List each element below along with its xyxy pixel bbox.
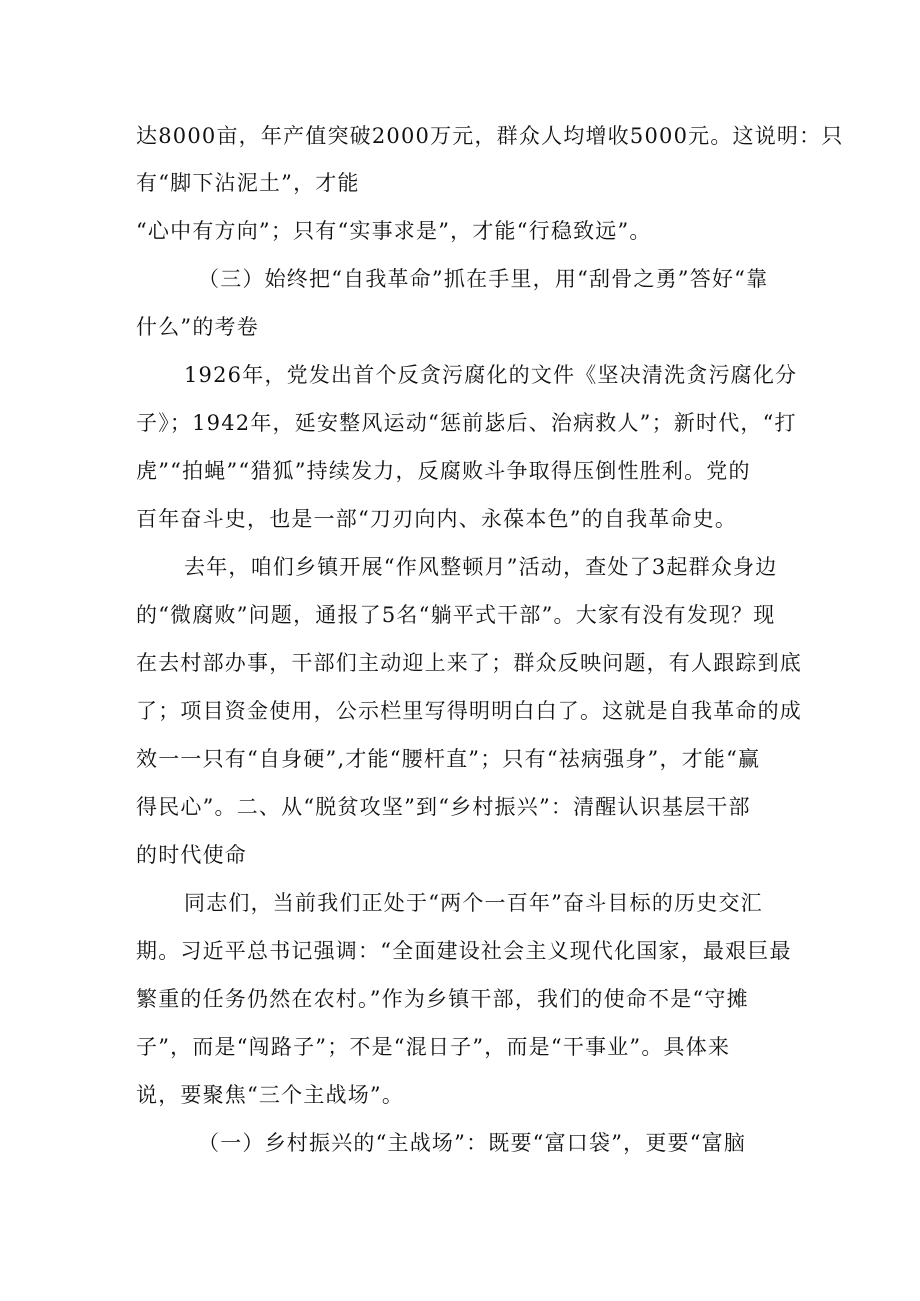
section-heading-line: （三）始终把“自我革命”抓在手里，用“刮骨之勇”答好“靠 xyxy=(198,267,769,291)
paragraph-line: 了；项目资金使用，公示栏里写得明明白白了。这就是自我革命的成 xyxy=(136,699,802,723)
paragraph-line: 在去村部办事，干部们主动迎上来了；群众反映问题，有人跟踪到底 xyxy=(136,651,802,675)
paragraph-line: 子”，而是“闯路子”；不是“混日子”，而是“干事业”。具体来 xyxy=(136,1035,731,1059)
paragraph-line: 效一一只有“自身硬”,才能“腰杆直”；只有“祛病强身”，才能“赢 xyxy=(136,747,761,771)
paragraph-line: “心中有方向”；只有“实事求是”，才能“行稳致远”。 xyxy=(136,219,652,243)
paragraph-line: 有“脚下沾泥土”，才能 xyxy=(136,171,360,195)
paragraph-line: 去年，咱们乡镇开展“作风整顿月”活动，查处了3起群众身边 xyxy=(184,555,778,579)
paragraph-line: 的时代使命 xyxy=(136,843,247,867)
paragraph-line: 百年奋斗史，也是一部“刀刃向内、永葆本色”的自我革命史。 xyxy=(136,507,738,531)
paragraph-line: 达8000亩，年产值突破2000万元，群众人均增收5000元。这说明：只 xyxy=(136,124,844,148)
paragraph-line: 得民心”。二、从“脱贫攻坚”到“乡村振兴”：清醒认识基层干部 xyxy=(136,795,751,819)
paragraph-line: 同志们，当前我们正处于“两个一百年”奋斗目标的历史交汇 xyxy=(184,891,763,915)
paragraph-line: 的“微腐败”问题，通报了5名“躺平式干部”。大家有没有发现？现 xyxy=(136,603,776,627)
section-heading-line: （一）乡村振兴的“主战场”：既要“富口袋”，更要“富脑 xyxy=(198,1131,747,1155)
section-heading-line: 什么”的考卷 xyxy=(136,315,259,339)
paragraph-line: 繁重的任务仍然在农村。”作为乡镇干部，我们的使命不是“守摊 xyxy=(136,987,749,1011)
paragraph-line: 1926年，党发出首个反贪污腐化的文件《坚决清洗贪污腐化分 xyxy=(184,363,798,387)
paragraph-line: 说，要聚焦“三个主战场”。 xyxy=(136,1083,405,1107)
paragraph-line: 子》；1942年，延安整风运动“惩前毖后、治病救人”；新时代，“打 xyxy=(136,411,797,435)
paragraph-line: 虎”“拍蝇”“猎狐”持续发力，反腐败斗争取得压倒性胜利。党的 xyxy=(136,459,751,483)
paragraph-line: 期。习近平总书记强调：“全面建设社会主义现代化国家，最艰巨最 xyxy=(136,939,792,963)
